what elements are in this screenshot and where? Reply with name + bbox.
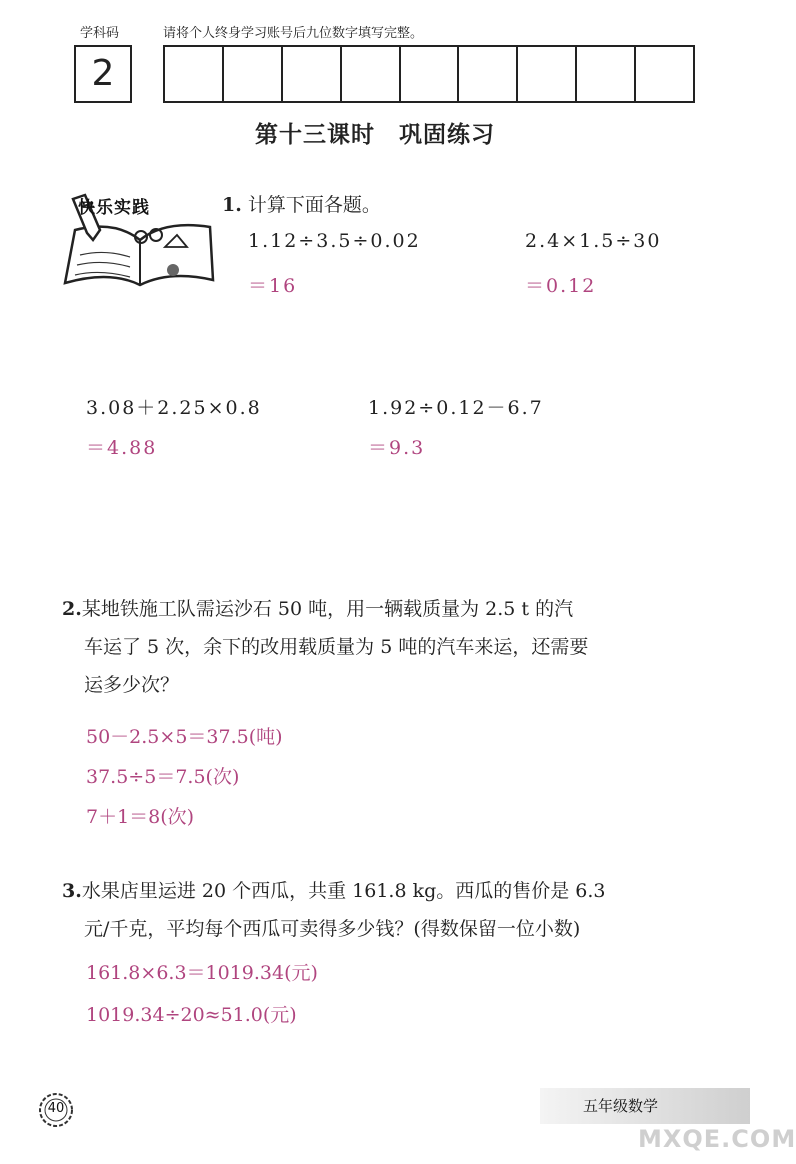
q3-answer-2: 1019.34÷20≈51.0(元) [86,1004,297,1026]
watermark: MXQE.COM [638,1125,796,1153]
digit-box[interactable] [401,47,460,101]
q1-answer-d: ＝9.3 [368,437,426,459]
q1-answer-c: ＝4.88 [86,437,158,459]
q1-answer-a: ＝16 [248,275,298,297]
digit-box[interactable] [342,47,401,101]
q1-expr-d: 1.92÷0.12－6.7 [368,397,544,419]
subject-code-label: 学科码 [80,26,120,41]
q3-number: 3. [62,880,82,902]
q3-answers [86,952,318,1036]
instruction-text: 请将个人终身学习账号后九位数字填写完整。 [163,26,424,41]
q3-line-1: 水果店里运进 20 个西瓜，共重 161.8 kg。西瓜的售价是 6.3 [81,880,606,902]
q1-expr-b: 2.4×1.5÷30 [525,230,662,252]
digit-box[interactable] [283,47,342,101]
digit-box[interactable] [577,47,636,101]
q1-expr-c: 3.08＋2.25×0.8 [86,397,262,419]
q2-number: 2. [62,598,82,620]
q2-line-2: 车运了 5 次，余下的改用载质量为 5 吨的汽车来运，还需要 [84,636,589,658]
q2-answers [86,717,283,837]
q2-answer-1: 50－2.5×5＝37.5(吨) [86,726,283,748]
account-digit-boxes [163,45,695,103]
q2-line-1: 某地铁施工队需运沙石 50 吨，用一辆载质量为 2.5 t 的汽 [81,598,574,620]
q2-answer-3: 7＋1＝8(次) [86,806,195,828]
q1-number: 1. [222,194,242,216]
subject-code-box: 2 [74,45,132,103]
lesson-title: 第十三课时 巩固练习 [255,122,495,148]
digit-box[interactable] [224,47,283,101]
page-number: 40 [47,1101,65,1116]
q1-answer-b: ＝0.12 [525,275,597,297]
q1-heading [222,186,381,224]
happy-practice-badge [55,185,220,295]
q3-answer-1: 161.8×6.3＝1019.34(元) [86,962,318,984]
q1-text: 计算下面各题。 [247,194,381,216]
grade-label: 五年级数学 [583,1097,659,1115]
digit-box[interactable] [165,47,224,101]
section-badge-label: 快乐实践 [78,198,150,218]
digit-box[interactable] [636,47,693,101]
digit-box[interactable] [459,47,518,101]
digit-box[interactable] [518,47,577,101]
q2-line-3: 运多少次？ [84,674,180,696]
page-number-badge [38,1092,74,1128]
q2-text [62,590,712,704]
q3-text [62,872,712,948]
q2-answer-2: 37.5÷5＝7.5(次) [86,766,240,788]
q3-line-2: 元/千克，平均每个西瓜可卖得多少钱？(得数保留一位小数) [84,918,581,940]
q1-expr-a: 1.12÷3.5÷0.02 [248,230,421,252]
